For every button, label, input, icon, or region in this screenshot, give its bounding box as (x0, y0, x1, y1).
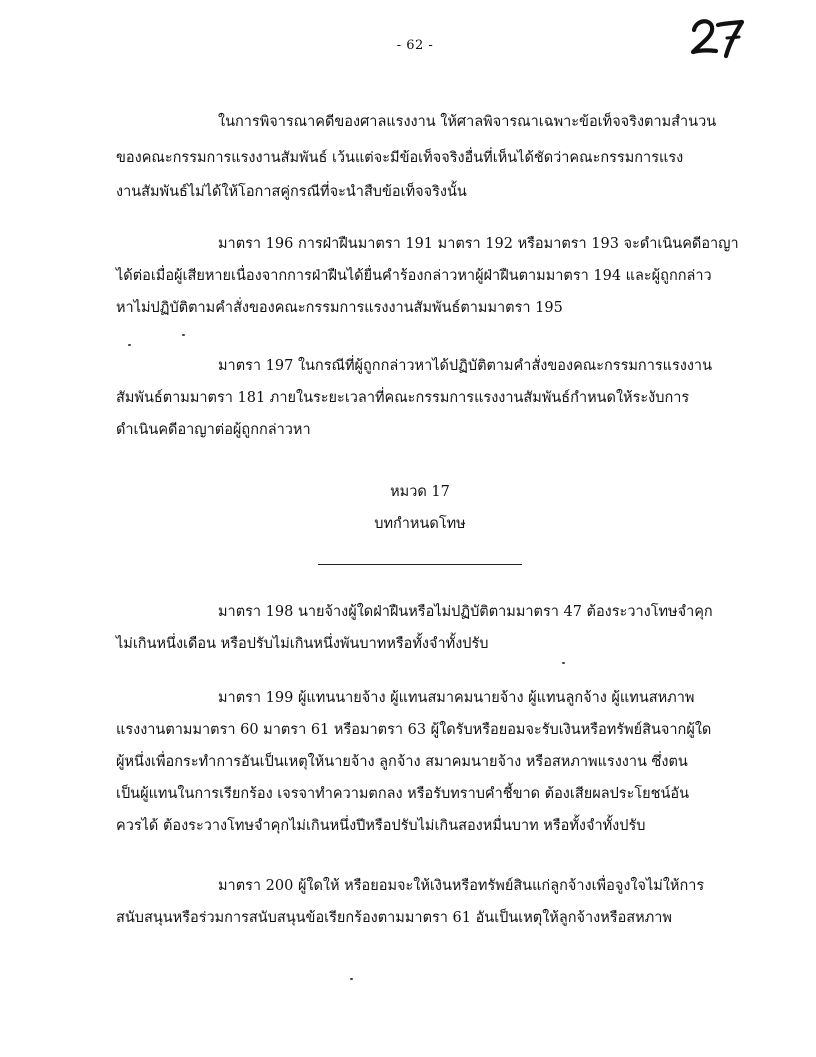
section-198-line-2: ไม่เกินหนึ่งเดือน หรือปรับไม่เกินหนึ่งพันบาทหรือทั้งจำทั้งปรับ (116, 636, 489, 652)
chapter-subtitle: บทกำหนดโทษ (374, 516, 466, 532)
handwritten-page-annotation (688, 14, 748, 60)
section-197-line-2: สัมพันธ์ตามมาตรา 181 ภายในระยะเวลาที่คณะกรรมการแรงงานสัมพันธ์กำหนดให้ระงับการ (116, 390, 690, 406)
section-200-line-1: มาตรา 200 ผู้ใดให้ หรือยอมจะให้เงินหรือทรัพย์สินแก่ลูกจ้างเพื่อจูงใจไม่ให้การ (218, 878, 705, 894)
scan-speck (128, 344, 131, 346)
section-196-line-1: มาตรา 196 การฝ่าฝืนมาตรา 191 มาตรา 192 หรือมาตรา 193 จะดำเนินคดีอาญา (218, 236, 739, 252)
section-199-line-3: ผู้หนึ่งเพื่อกระทำการอันเป็นเหตุให้นายจ้าง ลูกจ้าง สมาคมนายจ้าง หรือสหภาพแรงงาน ซึ่งตน (116, 754, 688, 770)
section-199-line-5: ควรได้ ต้องระวางโทษจำคุกไม่เกินหนึ่งปีหรือปรับไม่เกินสองหมื่นบาท หรือทั้งจำทั้งปรับ (116, 818, 646, 834)
section-199-line-4: เป็นผู้แทนในการเรียกร้อง เจรจาทำความตกลง หรือรับทราบคำชี้ขาด ต้องเสียผลประโยชน์อัน (116, 786, 690, 802)
section-196-line-2: ได้ต่อเมื่อผู้เสียหายเนื่องจากการฝ่าฝืนได้ยื่นคำร้องกล่าวหาผู้ฝ่าฝืนตามมาตรา 194 และผู้ถูกกล่าว (116, 268, 712, 284)
scan-speck (562, 662, 565, 664)
scan-speck (350, 978, 353, 980)
section-199-line-2: แรงงานตามมาตรา 60 มาตรา 61 หรือมาตรา 63 ผู้ใดรับหรือยอมจะรับเงินหรือทรัพย์สินจากผู้ใด (116, 722, 712, 738)
section-199-line-1: มาตรา 199 ผู้แทนนายจ้าง ผู้แทนสมาคมนายจ้าง ผู้แทนลูกจ้าง ผู้แทนสหภาพ (218, 690, 695, 706)
section-198-line-1: มาตรา 198 นายจ้างผู้ใดฝ่าฝืนหรือไม่ปฏิบัติตามมาตรา 47 ต้องระวางโทษจำคุก (218, 604, 713, 620)
paragraph-1-line-1: ในการพิจารณาคดีของศาลแรงงาน ให้ศาลพิจารณาเฉพาะข้อเท็จจริงตามสำนวน (218, 114, 717, 130)
chapter-divider (318, 564, 522, 565)
handwritten-27-mark (688, 14, 748, 60)
section-200-line-2: สนับสนุนหรือร่วมการสนับสนุนข้อเรียกร้องตามมาตรา 61 อันเป็นเหตุให้ลูกจ้างหรือสหภาพ (116, 910, 672, 926)
section-196-line-3: หาไม่ปฏิบัติตามคำสั่งของคณะกรรมการแรงงานสัมพันธ์ตามมาตรา 195 (116, 300, 563, 316)
paragraph-1-line-2: ของคณะกรรมการแรงงานสัมพันธ์ เว้นแต่จะมีข้อเท็จจริงอื่นที่เห็นได้ชัดว่าคณะกรรมการแรง (116, 150, 684, 166)
section-197-line-3: ดำเนินคดีอาญาต่อผู้ถูกกล่าวหา (116, 422, 311, 438)
page-number: - 62 - (396, 38, 434, 53)
chapter-title: หมวด 17 (390, 484, 450, 500)
scan-speck (182, 334, 185, 336)
section-197-line-1: มาตรา 197 ในกรณีที่ผู้ถูกกล่าวหาได้ปฏิบัติตามคำสั่งของคณะกรรมการแรงงาน (218, 358, 712, 374)
paragraph-1-line-3: งานสัมพันธ์ไม่ได้ให้โอกาสคู่กรณีที่จะนำสืบข้อเท็จจริงนั้น (116, 184, 467, 200)
